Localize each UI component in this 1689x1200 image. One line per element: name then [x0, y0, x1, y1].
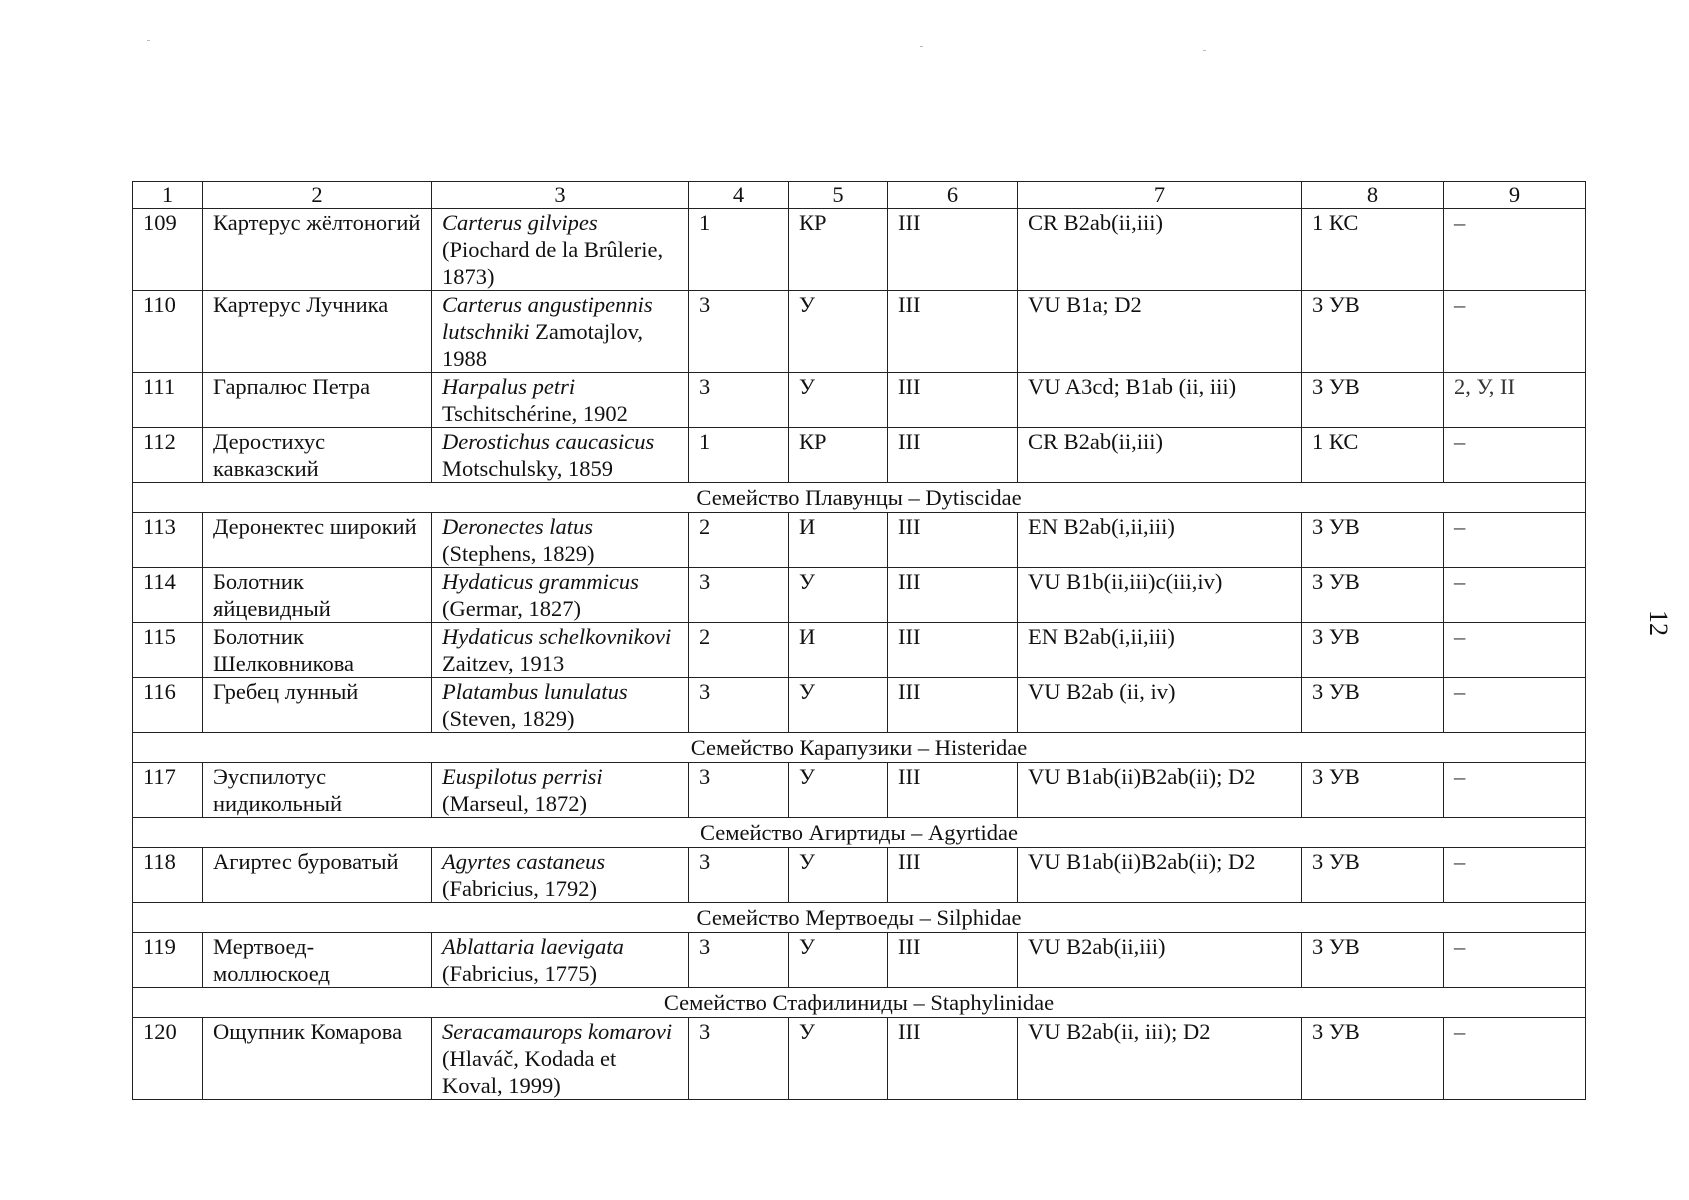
iucn-criteria-cell: VU B1a; D2 — [1018, 291, 1302, 373]
latin-name-cell — [432, 848, 689, 903]
priority-cell: III — [888, 513, 1018, 568]
status-cell: У — [789, 763, 888, 818]
latin-author: (Stephens, 1829) — [442, 541, 595, 566]
latin-name-cell — [432, 623, 689, 678]
russian-name-cell: Эуспилотус нидикольный — [203, 763, 432, 818]
latin-author: (Steven, 1829) — [442, 706, 575, 731]
regional-status-cell: 3 УВ — [1302, 763, 1444, 818]
latin-binomial: Carterus angustipennis lutschniki — [442, 292, 653, 344]
regional-status-cell: 3 УВ — [1302, 568, 1444, 623]
category-cell: 3 — [689, 933, 789, 988]
iucn-criteria-cell: CR B2ab(ii,iii) — [1018, 209, 1302, 291]
latin-binomial: Derostichus caucasicus — [442, 429, 655, 454]
status-cell: У — [789, 848, 888, 903]
column-header: 7 — [1018, 182, 1302, 209]
latin-name-cell — [432, 428, 689, 483]
table-row — [133, 291, 1586, 373]
federal-status-cell: – — [1444, 209, 1586, 291]
column-header: 1 — [133, 182, 203, 209]
table-row — [133, 513, 1586, 568]
latin-binomial: Hydaticus schelkovnikovi — [442, 624, 672, 649]
status-cell: У — [789, 373, 888, 428]
scan-speck — [1203, 50, 1206, 51]
russian-name-cell: Деронектес широкий — [203, 513, 432, 568]
federal-status-cell: – — [1444, 1018, 1586, 1100]
federal-status-cell: 2, У, II — [1444, 373, 1586, 428]
latin-binomial: Platambus lunulatus — [442, 679, 628, 704]
russian-name-cell: Гребец лунный — [203, 678, 432, 733]
column-header: 6 — [888, 182, 1018, 209]
regional-status-cell: 1 КС — [1302, 428, 1444, 483]
header-row — [133, 182, 1586, 209]
latin-name-cell — [432, 513, 689, 568]
latin-binomial: Harpalus petri — [442, 374, 576, 399]
status-cell: У — [789, 291, 888, 373]
latin-binomial: Ablattaria laevigata — [442, 934, 624, 959]
table-row — [133, 933, 1586, 988]
column-header: 5 — [789, 182, 888, 209]
iucn-criteria-cell: VU B1ab(ii)B2ab(ii); D2 — [1018, 763, 1302, 818]
federal-status-cell: – — [1444, 568, 1586, 623]
row-number-cell: 112 — [133, 428, 203, 483]
iucn-criteria-cell: EN B2ab(i,ii,iii) — [1018, 623, 1302, 678]
iucn-criteria-cell: VU B1ab(ii)B2ab(ii); D2 — [1018, 848, 1302, 903]
scan-speck — [920, 46, 923, 47]
row-number-cell: 118 — [133, 848, 203, 903]
family-heading: Семейство Плавунцы – Dytiscidae — [133, 483, 1586, 513]
column-header: 9 — [1444, 182, 1586, 209]
regional-status-cell: 3 УВ — [1302, 623, 1444, 678]
page-number: 12 — [1644, 610, 1673, 636]
scan-speck — [147, 40, 150, 41]
latin-binomial: Agyrtes castaneus — [442, 849, 606, 874]
regional-status-cell: 3 УВ — [1302, 678, 1444, 733]
regional-status-cell: 3 УВ — [1302, 373, 1444, 428]
regional-status-cell: 3 УВ — [1302, 933, 1444, 988]
latin-author: Zaitzev, 1913 — [442, 651, 565, 676]
family-row — [133, 988, 1586, 1018]
category-cell: 3 — [689, 373, 789, 428]
status-cell: И — [789, 513, 888, 568]
category-cell: 3 — [689, 1018, 789, 1100]
latin-author: (Piochard de la Brûlerie, 1873) — [442, 237, 664, 289]
column-header: 8 — [1302, 182, 1444, 209]
federal-status-cell: – — [1444, 428, 1586, 483]
row-number-cell: 114 — [133, 568, 203, 623]
federal-status-cell: – — [1444, 848, 1586, 903]
priority-cell: III — [888, 209, 1018, 291]
status-cell: КР — [789, 428, 888, 483]
status-cell: У — [789, 678, 888, 733]
family-row — [133, 483, 1586, 513]
priority-cell: III — [888, 373, 1018, 428]
russian-name-cell: Болотник яйцевидный — [203, 568, 432, 623]
russian-name-cell: Картерус Лучника — [203, 291, 432, 373]
priority-cell: III — [888, 933, 1018, 988]
category-cell: 3 — [689, 678, 789, 733]
priority-cell: III — [888, 291, 1018, 373]
column-header: 4 — [689, 182, 789, 209]
russian-name-cell: Картерус жёлтоногий — [203, 209, 432, 291]
latin-binomial: Carterus gilvipes — [442, 210, 598, 235]
category-cell: 3 — [689, 763, 789, 818]
family-heading: Семейство Стафилиниды – Staphylinidae — [133, 988, 1586, 1018]
federal-status-cell: – — [1444, 291, 1586, 373]
latin-name-cell — [432, 291, 689, 373]
priority-cell: III — [888, 1018, 1018, 1100]
row-number-cell: 120 — [133, 1018, 203, 1100]
priority-cell: III — [888, 428, 1018, 483]
iucn-criteria-cell: VU B2ab (ii, iv) — [1018, 678, 1302, 733]
column-header: 3 — [432, 182, 689, 209]
table-row — [133, 428, 1586, 483]
family-heading: Семейство Агиртиды – Agyrtidae — [133, 818, 1586, 848]
row-number-cell: 117 — [133, 763, 203, 818]
table-row — [133, 623, 1586, 678]
regional-status-cell: 3 УВ — [1302, 291, 1444, 373]
family-heading: Семейство Карапузики – Histeridae — [133, 733, 1586, 763]
latin-author: (Hlaváč, Kodada et Koval, 1999) — [442, 1046, 617, 1098]
table-row — [133, 568, 1586, 623]
federal-status-cell: – — [1444, 933, 1586, 988]
federal-status-cell: – — [1444, 513, 1586, 568]
federal-status-cell: – — [1444, 763, 1586, 818]
iucn-criteria-cell: VU A3cd; B1ab (ii, iii) — [1018, 373, 1302, 428]
family-row — [133, 903, 1586, 933]
category-cell: 3 — [689, 568, 789, 623]
family-heading: Семейство Мертвоеды – Silphidae — [133, 903, 1586, 933]
family-row — [133, 733, 1586, 763]
latin-author: (Fabricius, 1792) — [442, 876, 597, 901]
iucn-criteria-cell: VU B1b(ii,iii)c(iii,iv) — [1018, 568, 1302, 623]
table-row — [133, 848, 1586, 903]
russian-name-cell: Деростихус кавказский — [203, 428, 432, 483]
table-row — [133, 1018, 1586, 1100]
latin-name-cell — [432, 209, 689, 291]
latin-author: Tschitschérine, 1902 — [442, 401, 628, 426]
priority-cell: III — [888, 763, 1018, 818]
latin-name-cell — [432, 1018, 689, 1100]
latin-binomial: Hydaticus grammicus — [442, 569, 639, 594]
table-row — [133, 373, 1586, 428]
latin-name-cell — [432, 933, 689, 988]
latin-name-cell — [432, 763, 689, 818]
category-cell: 2 — [689, 623, 789, 678]
iucn-criteria-cell: VU B2ab(ii, iii); D2 — [1018, 1018, 1302, 1100]
latin-name-cell — [432, 568, 689, 623]
status-cell: И — [789, 623, 888, 678]
category-cell: 2 — [689, 513, 789, 568]
table-body — [133, 209, 1586, 1100]
federal-status-cell: – — [1444, 678, 1586, 733]
latin-author: Motschulsky, 1859 — [442, 456, 614, 481]
row-number-cell: 109 — [133, 209, 203, 291]
regional-status-cell: 1 КС — [1302, 209, 1444, 291]
row-number-cell: 111 — [133, 373, 203, 428]
table-row — [133, 209, 1586, 291]
russian-name-cell: Ощупник Комарова — [203, 1018, 432, 1100]
regional-status-cell: 3 УВ — [1302, 848, 1444, 903]
species-table — [132, 181, 1586, 1100]
russian-name-cell: Гарпалюс Петра — [203, 373, 432, 428]
status-cell: КР — [789, 209, 888, 291]
priority-cell: III — [888, 678, 1018, 733]
federal-status-cell: – — [1444, 623, 1586, 678]
column-header: 2 — [203, 182, 432, 209]
latin-author: (Marseul, 1872) — [442, 791, 587, 816]
russian-name-cell: Мертвоед-моллюскоед — [203, 933, 432, 988]
latin-name-cell — [432, 373, 689, 428]
row-number-cell: 116 — [133, 678, 203, 733]
table-row — [133, 678, 1586, 733]
row-number-cell: 110 — [133, 291, 203, 373]
regional-status-cell: 3 УВ — [1302, 513, 1444, 568]
status-cell: У — [789, 1018, 888, 1100]
russian-name-cell: Агиртес буроватый — [203, 848, 432, 903]
priority-cell: III — [888, 848, 1018, 903]
row-number-cell: 115 — [133, 623, 203, 678]
latin-binomial: Deronectes latus — [442, 514, 594, 539]
latin-author: (Germar, 1827) — [442, 596, 582, 621]
russian-name-cell: Болотник Шелковникова — [203, 623, 432, 678]
category-cell: 3 — [689, 848, 789, 903]
latin-name-cell — [432, 678, 689, 733]
status-cell: У — [789, 568, 888, 623]
row-number-cell: 113 — [133, 513, 203, 568]
row-number-cell: 119 — [133, 933, 203, 988]
family-row — [133, 818, 1586, 848]
priority-cell: III — [888, 568, 1018, 623]
category-cell: 1 — [689, 428, 789, 483]
regional-status-cell: 3 УВ — [1302, 1018, 1444, 1100]
priority-cell: III — [888, 623, 1018, 678]
category-cell: 1 — [689, 209, 789, 291]
table-header — [133, 182, 1586, 209]
latin-binomial: Euspilotus perrisi — [442, 764, 603, 789]
latin-author: Zamotajlov, 1988 — [442, 319, 643, 371]
table-row — [133, 763, 1586, 818]
category-cell: 3 — [689, 291, 789, 373]
latin-binomial: Seracamaurops komarovi — [442, 1019, 673, 1044]
iucn-criteria-cell: EN B2ab(i,ii,iii) — [1018, 513, 1302, 568]
latin-author: (Fabricius, 1775) — [442, 961, 597, 986]
status-cell: У — [789, 933, 888, 988]
iucn-criteria-cell: CR B2ab(ii,iii) — [1018, 428, 1302, 483]
iucn-criteria-cell: VU B2ab(ii,iii) — [1018, 933, 1302, 988]
